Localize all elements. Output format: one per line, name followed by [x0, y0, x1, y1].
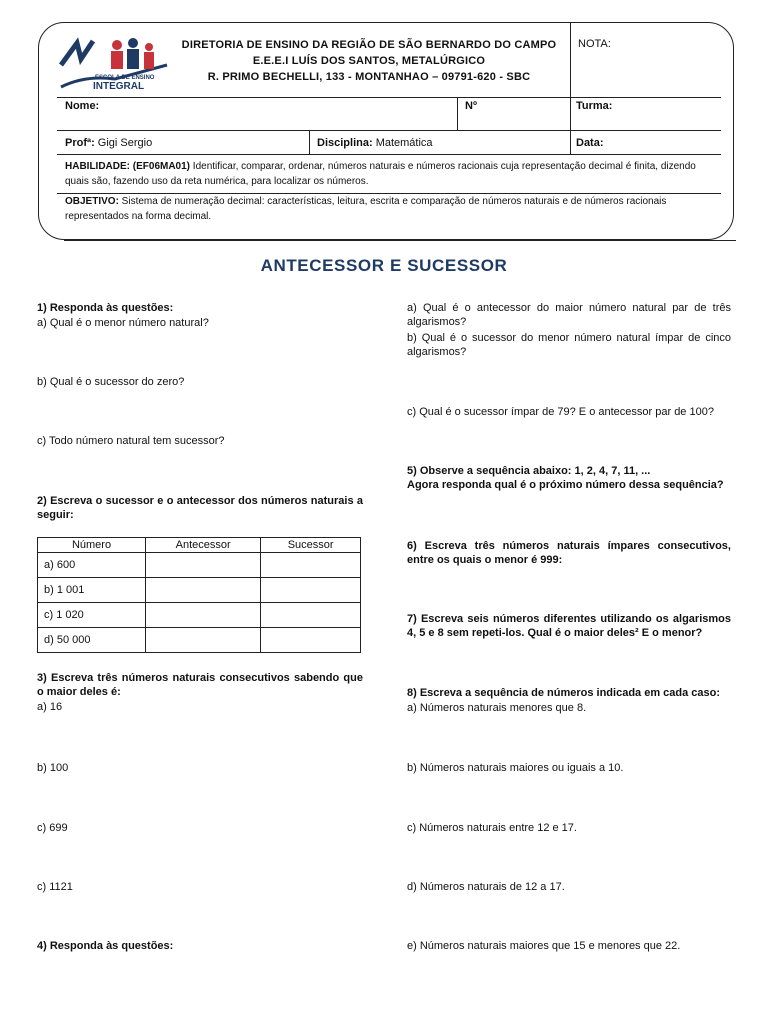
q5 — [407, 464, 731, 492]
school-line-2: E.E.E.I LUÍS DOS SANTOS, METALÚRGICO — [252, 55, 486, 67]
table-header-row — [38, 538, 361, 553]
q2-title-text: 2) Escreva o sucessor e o antecessor dos números naturais a seguir: — [37, 495, 363, 521]
divider-v-numero — [457, 97, 458, 130]
q3a: a) 16 — [37, 701, 63, 713]
objetivo-body: Sistema de numeração decimal: características, leitura, escrita e comparação de números naturais e de números racionais representados na forma decimal. — [65, 196, 667, 222]
table-cell-sucessor[interactable] — [261, 603, 361, 628]
table-row — [38, 553, 361, 578]
q3b: b) 100 — [37, 762, 69, 774]
nome-label: Nome: — [65, 100, 100, 112]
numero-field[interactable] — [465, 100, 477, 112]
school-logo — [55, 35, 173, 95]
divider-v-turma — [570, 97, 571, 154]
table-row — [38, 578, 361, 603]
header-underline — [64, 240, 736, 241]
q3c: c) 699 — [37, 822, 68, 834]
table-cell-antecessor[interactable] — [146, 553, 261, 578]
answer-table — [37, 537, 361, 653]
objetivo-text — [65, 194, 705, 224]
turma-label: Turma: — [576, 100, 613, 112]
q8-title — [407, 686, 731, 700]
table-cell-numero: b) 1 001 — [38, 578, 146, 603]
q1-title — [37, 301, 363, 315]
logo-text-top: ESCOLA DE ENSINO — [95, 75, 155, 81]
disciplina-field — [317, 137, 433, 149]
page-title: ANTECESSOR E SUCESSOR — [260, 256, 508, 275]
q8a: a) Números naturais menores que 8. — [407, 702, 587, 714]
objetivo-label: OBJETIVO: — [65, 196, 119, 207]
table-header-sucessor: Sucessor — [261, 538, 361, 553]
q8b: b) Números naturais maiores ou iguais a 10. — [407, 762, 624, 774]
logo-text-main: INTEGRAL — [93, 81, 145, 92]
q5-line-1: 5) Observe a sequência abaixo: 1, 2, 4, 7, 11, ... — [407, 465, 651, 477]
divider-v-disciplina — [309, 130, 310, 154]
q7 — [407, 612, 731, 640]
table-cell-sucessor[interactable] — [261, 553, 361, 578]
table-cell-antecessor[interactable] — [146, 603, 261, 628]
q4-title — [37, 939, 363, 953]
table-cell-numero: d) 50 000 — [38, 628, 146, 653]
table-row — [38, 628, 361, 653]
q6-text: 6) Escreva três números naturais ímpares consecutivos, entre os quais o menor é 999: — [407, 540, 731, 566]
q2-title — [37, 494, 363, 522]
nota-label: NOTA: — [578, 38, 611, 50]
header-box — [38, 22, 734, 240]
q3-title-text: 3) Escreva três números naturais consecutivos sabendo que o maior deles é: — [37, 672, 363, 698]
table-cell-sucessor[interactable] — [261, 628, 361, 653]
prof-label: Profª: — [65, 137, 95, 149]
divider-row-3 — [57, 154, 721, 155]
table-header-antecessor: Antecessor — [146, 538, 261, 553]
table-row — [38, 603, 361, 628]
q8c: c) Números naturais entre 12 e 17. — [407, 822, 577, 834]
q8d: d) Números naturais de 12 a 17. — [407, 881, 565, 893]
data-label: Data: — [576, 137, 604, 149]
habilidade-body: Identificar, comparar, ordenar, números naturais e números racionais cuja representação decimal é finita, dizendo quais são, fazendo uso da reta numérica, para localizar os números. — [65, 161, 696, 187]
school-info — [169, 37, 569, 85]
q6 — [407, 539, 731, 567]
q1b: b) Qual é o sucessor do zero? — [37, 376, 185, 388]
disciplina-label: Disciplina: — [317, 137, 373, 149]
q8-title-text: 8) Escreva a sequência de números indicada em cada caso: — [407, 687, 721, 699]
table-header-numero: Número — [38, 538, 146, 553]
q4c: c) Qual é o sucessor ímpar de 79? E o antecessor par de 100? — [407, 406, 714, 418]
prof-field — [65, 137, 152, 149]
habilidade-label: HABILIDADE: (EF06MA01) — [65, 161, 191, 172]
q1c: c) Todo número natural tem sucessor? — [37, 435, 225, 447]
habilidade-text — [65, 159, 705, 189]
q8e: e) Números naturais maiores que 15 e menores que 22. — [407, 940, 681, 952]
table-cell-antecessor[interactable] — [146, 578, 261, 603]
disciplina-value: Matemática — [375, 137, 433, 149]
q4-title-text: 4) Responda às questões: — [37, 940, 174, 952]
table-cell-sucessor[interactable] — [261, 578, 361, 603]
divider-row-2 — [57, 130, 721, 131]
data-field[interactable] — [576, 137, 604, 149]
q3-title — [37, 671, 363, 699]
nome-field[interactable] — [65, 100, 99, 112]
q4b: b) Qual é o sucessor do menor número natural ímpar de cinco algarismos? — [407, 332, 731, 358]
q1a: a) Qual é o menor número natural? — [37, 317, 209, 329]
turma-field[interactable] — [576, 100, 612, 112]
table-cell-numero: c) 1 020 — [38, 603, 146, 628]
q1-title-text: 1) Responda às questões: — [37, 302, 174, 314]
school-line-3: R. PRIMO BECHELLI, 133 - MONTANHAO – 09791-620 - SBC — [207, 71, 531, 83]
q5-line-2: Agora responda qual é o próximo número dessa sequência? — [407, 479, 724, 491]
prof-value: Gigi Sergio — [97, 137, 153, 149]
q7-text: 7) Escreva seis números diferentes utilizando os algarismos 4, 5 e 8 sem repeti-los. Qual é o maior deles² E o menor? — [407, 613, 731, 639]
q3d: c) 1121 — [37, 881, 73, 893]
divider-row-1 — [57, 97, 721, 98]
nota-cell[interactable] — [570, 23, 734, 97]
numero-label: Nº — [465, 100, 477, 112]
q4a: a) Qual é o antecessor do maior número natural par de três algarismos? — [407, 302, 731, 328]
table-cell-antecessor[interactable] — [146, 628, 261, 653]
school-line-1: DIRETORIA DE ENSINO DA REGIÃO DE SÃO BERNARDO DO CAMPO — [181, 39, 557, 51]
table-cell-numero: a) 600 — [38, 553, 146, 578]
